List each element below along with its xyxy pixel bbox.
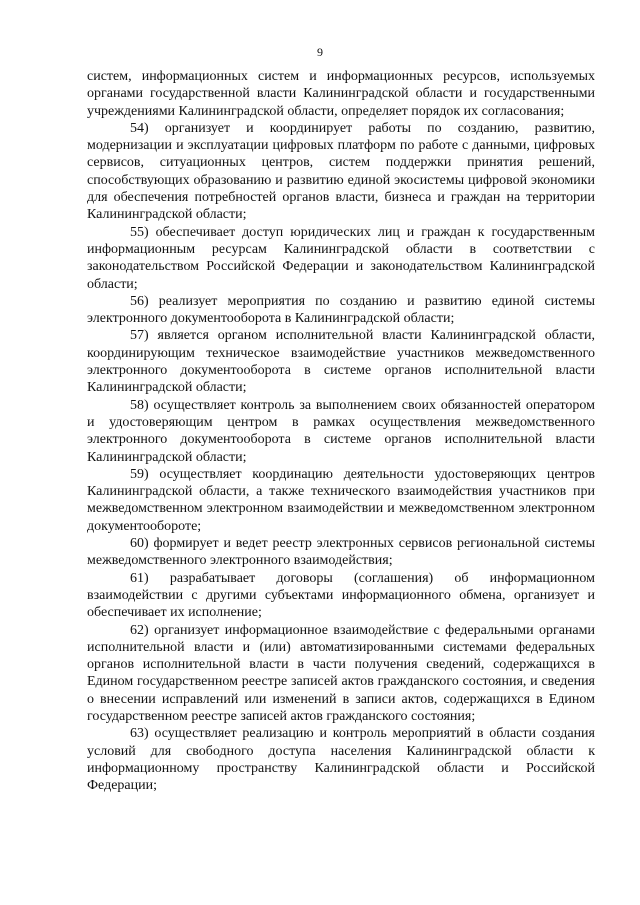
paragraph-item-55: 55) обеспечивает доступ юридических лиц и граждан к государственным информационным ресурсам Калининградской области в соответствии с законодательством Российской Федерации и законодательством Калининградской области;	[87, 224, 595, 292]
paragraph-item-61: 61) разрабатывает договоры (соглашения) об информационном взаимодействии с другими субъектами информационного обмена, организует и обеспечивает их исполнение;	[87, 570, 595, 621]
paragraph-item-60: 60) формирует и ведет реестр электронных сервисов региональной системы межведомственного электронного взаимодействия;	[87, 536, 595, 569]
paragraph-item-58: 58) осуществляет контроль за выполнением своих обязанностей оператором и удостоверяющим центром в рамках осуществления межведомственного электронного документооборота в системе органов исполнительной власти Калининградской области;	[87, 397, 595, 465]
paragraph-item-62: 62) организует информационное взаимодействие с федеральными органами исполнительной власти и (или) автоматизированными системами федеральных органов исполнительной власти в части получения сведений, содержащихся в Едином государственном реестре записей актов гражданского состояния, и сведения о внесении исправлений или изменений в записи актов, содержащихся в Едином государственном реестре записей актов гражданского состояния;	[87, 622, 595, 724]
paragraph-item-57: 57) является органом исполнительной власти Калининградской области, координирующим техническое взаимодействие участников межведомственного электронного документооборота в системе органов исполнительной власти Калининградской области;	[87, 328, 595, 396]
paragraph-item-54: 54) организует и координирует работы по созданию, развитию, модернизации и эксплуатации цифровых платформ по работе с данными, цифровых сервисов, ситуационных центров, систем поддержки принятия решений, способствующих образованию и развитию единой экосистемы цифровой экономики для обеспечения потребностей органов власти, бизнеса и граждан на территории Калининградской области;	[87, 120, 595, 223]
paragraph-continuation: систем, информационных систем и информационных ресурсов, используемых органами государственной власти Калининградской области и государственными учреждениями Калининградской области, определяет порядок их согласования;	[87, 69, 595, 119]
paragraph-item-59: 59) осуществляет координацию деятельности удостоверяющих центров Калининградской области, а также технического взаимодействия участников при межведомственном электронном взаимодействии и межведомственном электронном документообороте;	[87, 466, 595, 534]
page-number: 9	[317, 45, 323, 59]
paragraph-item-56: 56) реализует мероприятия по созданию и развитию единой системы электронного документооборота в Калининградской области;	[87, 293, 595, 327]
paragraph-item-63: 63) осуществляет реализацию и контроль мероприятий в области создания условий для свободного доступа населения Калининградской области к информационному пространству Калининградской области и Российской Федерации;	[87, 726, 595, 794]
document-body	[87, 68, 595, 794]
